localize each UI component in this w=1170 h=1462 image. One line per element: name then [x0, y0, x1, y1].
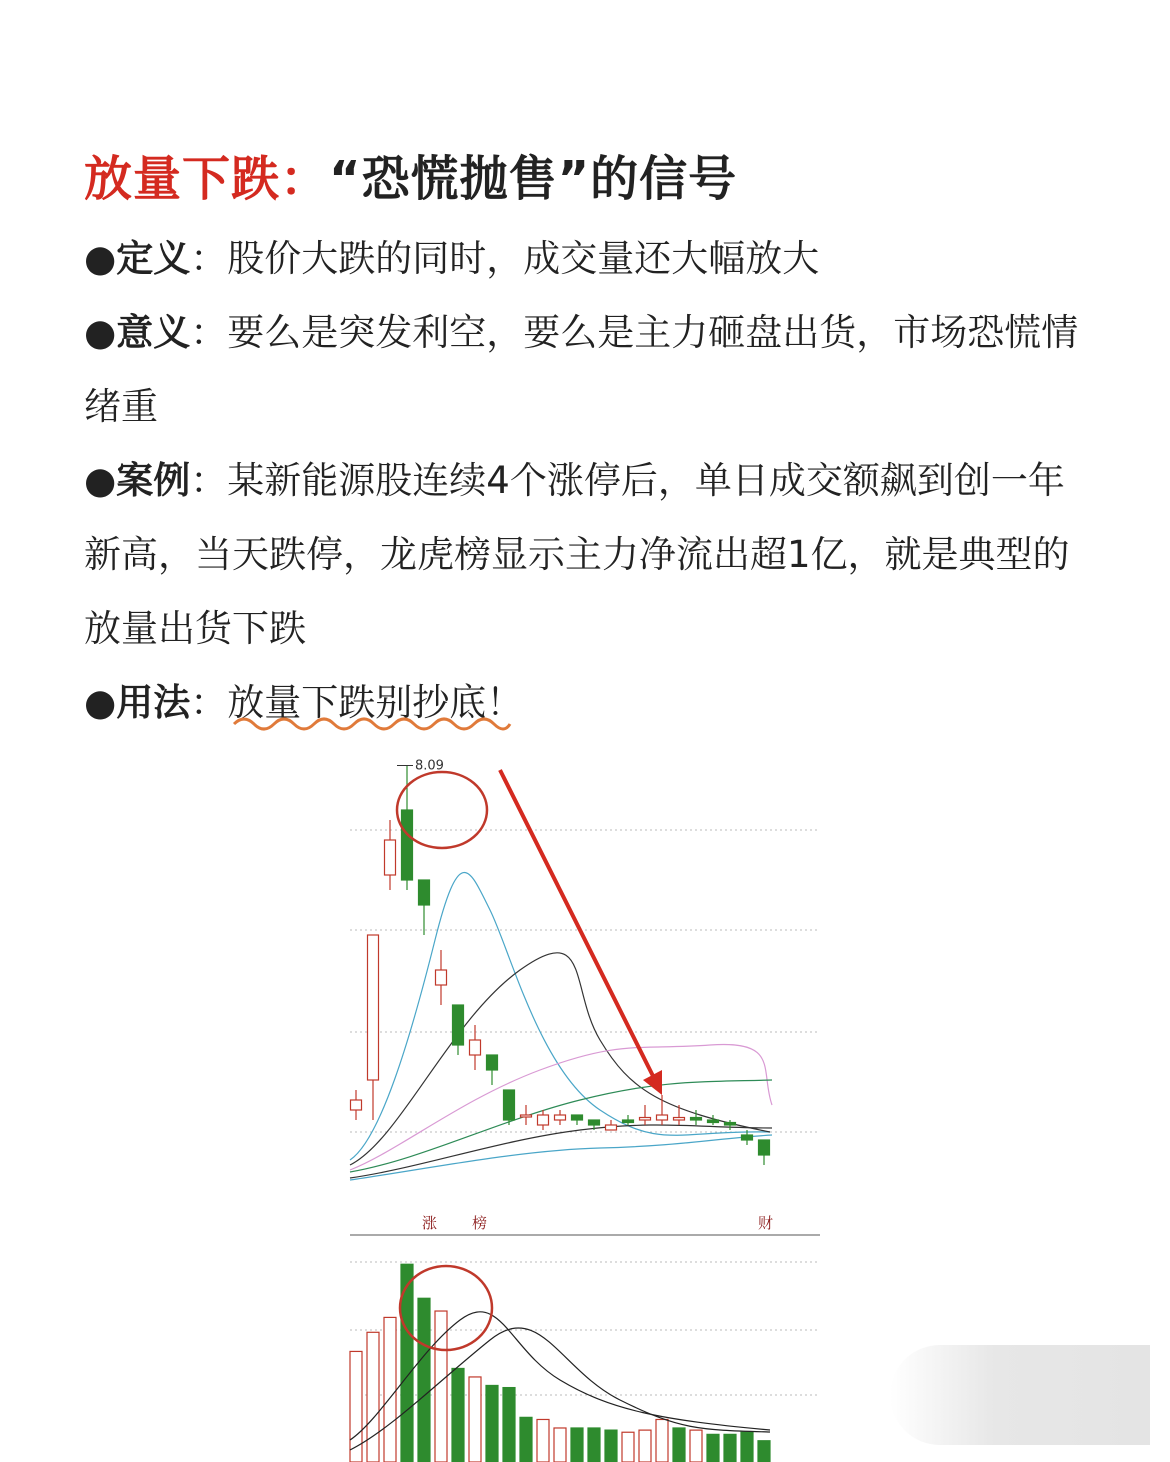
candle-body [419, 880, 430, 905]
volume-bar [639, 1430, 651, 1462]
candle-body [572, 1115, 583, 1120]
candle-body [759, 1140, 770, 1155]
volume-bar [469, 1377, 481, 1462]
volume-bar [503, 1388, 515, 1462]
volume-bar [554, 1428, 566, 1462]
down-arrow-line [500, 770, 655, 1080]
candle-body [657, 1115, 668, 1120]
candle-body [555, 1115, 566, 1120]
volume-bar [588, 1428, 600, 1462]
volume-bar [690, 1430, 702, 1462]
candle-body [708, 1120, 719, 1123]
volume-bar [435, 1311, 447, 1462]
candle-body [402, 810, 413, 880]
volume-series [350, 1264, 770, 1462]
volume-bar [673, 1428, 685, 1462]
bullet-icon: ● [84, 459, 117, 502]
volume-bar [758, 1441, 770, 1462]
candle-body [589, 1120, 600, 1125]
meaning-paragraph [84, 296, 1084, 444]
colon: ： [190, 459, 228, 502]
colon: ： [190, 237, 228, 280]
candle-body [623, 1120, 634, 1123]
volume-bar [724, 1434, 736, 1462]
volume-bar [605, 1430, 617, 1462]
colon: ： [190, 681, 228, 724]
case-paragraph [84, 444, 1084, 666]
candle-body [538, 1115, 549, 1125]
volume-bar [486, 1385, 498, 1462]
candle-body [640, 1118, 651, 1121]
volume-bar [367, 1332, 379, 1462]
bullet-icon: ● [84, 311, 117, 354]
volume-bar [707, 1434, 719, 1462]
definition-text: 股价大跌的同时，成交量还大幅放大 [227, 237, 820, 280]
wavy-underline [232, 712, 512, 736]
usage-label: 用法 [116, 681, 191, 724]
volume-bar [350, 1351, 362, 1462]
candle-body [606, 1125, 617, 1130]
watermark [890, 1345, 1150, 1445]
marker-label: 财 [758, 1214, 774, 1232]
chart-annotations [397, 759, 773, 1351]
volume-bar [741, 1432, 753, 1462]
candle-body [368, 935, 379, 1080]
moving-average-line [350, 1135, 772, 1180]
candle-body [436, 970, 447, 985]
volume-bar [537, 1419, 549, 1462]
meaning-text: 要么是突发利空，要么是主力砸盘出货，市场恐慌情绪重 [84, 311, 1079, 428]
meaning-label: 意义 [116, 311, 191, 354]
candle-body [521, 1115, 532, 1117]
title-subtitle: “恐慌抛售”的信号 [329, 151, 738, 207]
moving-average-lines [350, 873, 772, 1181]
definition-label: 定义 [116, 237, 191, 280]
stock-chart [340, 740, 830, 1462]
volume-bar [656, 1419, 668, 1462]
candle-body [470, 1040, 481, 1055]
candle-body [453, 1005, 464, 1045]
candle-body [487, 1055, 498, 1070]
candle-body [351, 1100, 362, 1110]
candle-body [742, 1135, 753, 1140]
candle-body [691, 1118, 702, 1121]
bullet-icon: ● [84, 681, 117, 724]
marker-label: 榜 [472, 1214, 488, 1232]
usage-text: 放量下跌别抄底！ [227, 681, 524, 724]
volume-bar [571, 1428, 583, 1462]
volume-bar [452, 1368, 464, 1462]
candle-body [725, 1123, 736, 1126]
definition-paragraph [84, 222, 1084, 296]
page-title [84, 140, 737, 209]
colon: ： [190, 311, 228, 354]
volume-bar [384, 1317, 396, 1462]
candle-body [385, 840, 396, 875]
moving-average-line [350, 1044, 772, 1170]
volume-bar [418, 1298, 430, 1462]
volume-bar [520, 1417, 532, 1462]
high-label: 8.09 [415, 758, 444, 774]
candle-body [504, 1090, 515, 1120]
candle-body [674, 1118, 685, 1121]
case-text: 某新能源股连续4个涨停后，单日成交额飙到创一年新高，当天跌停，龙虎榜显示主力净流出超1亿，就是典型的放量出货下跌 [84, 459, 1070, 650]
volume-bar [622, 1432, 634, 1462]
marker-label: 涨 [422, 1214, 438, 1232]
title-keyword: 放量下跌： [84, 151, 330, 207]
bullet-icon: ● [84, 237, 117, 280]
case-label: 案例 [116, 459, 191, 502]
